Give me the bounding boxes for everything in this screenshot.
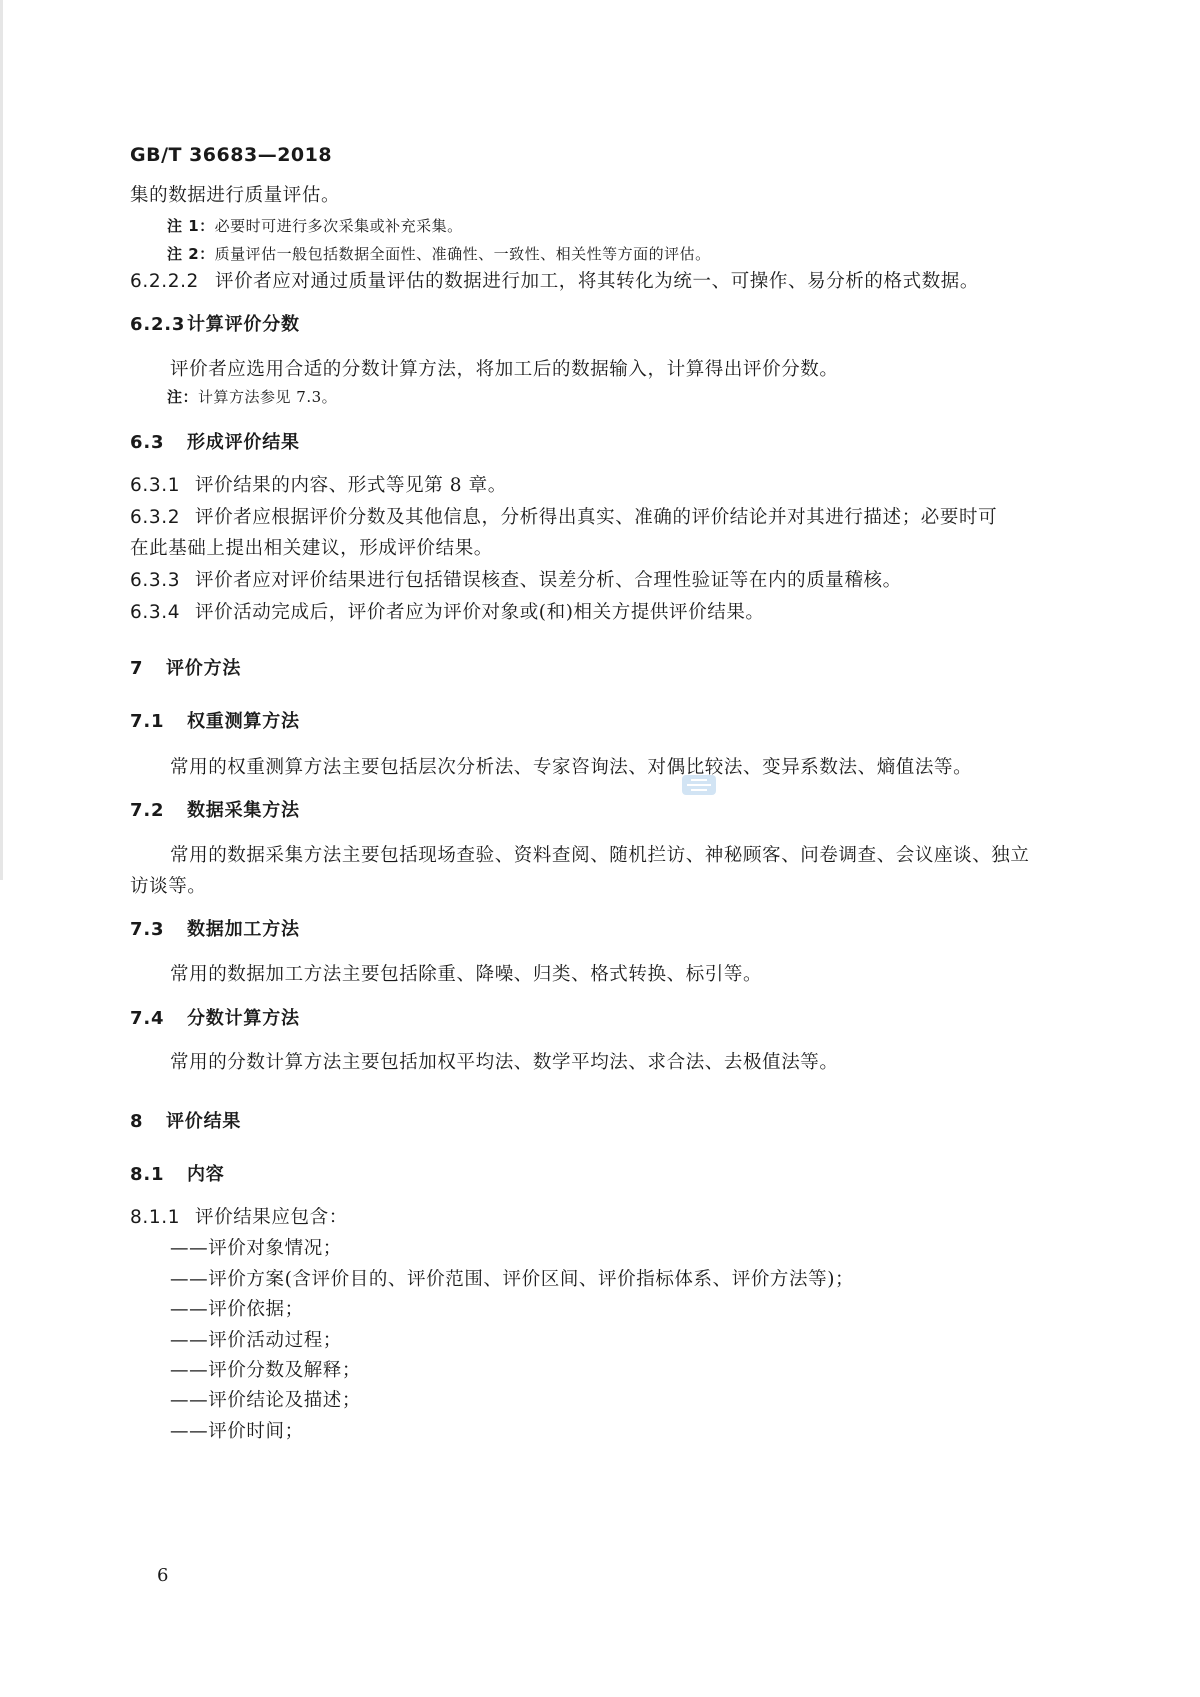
heading-title: 数据加工方法 bbox=[187, 919, 300, 940]
clause-8-1-1 bbox=[130, 1205, 348, 1231]
note-label: 注 1： bbox=[167, 217, 215, 235]
heading-number: 7.3 bbox=[130, 919, 165, 940]
heading-7 bbox=[130, 656, 241, 682]
list-item: ——评价活动过程； bbox=[170, 1330, 342, 1351]
paragraph-6-2-3: 评价者应选用合适的分数计算方法，将加工后的数据输入，计算得出评价分数。 bbox=[170, 359, 839, 380]
clause-text: 评价者应根据评价分数及其他信息，分析得出真实、准确的评价结论并对其进行描述；必要时可 bbox=[195, 507, 998, 528]
clause-text: 评价结果的内容、形式等见第 8 章。 bbox=[195, 475, 507, 496]
heading-title: 评价结果 bbox=[166, 1111, 242, 1132]
clause-number: 6.3.4 bbox=[130, 602, 181, 623]
paragraph-7-4: 常用的分数计算方法主要包括加权平均法、数学平均法、求合法、去极值法等。 bbox=[170, 1052, 839, 1073]
paragraph-7-1: 常用的权重测算方法主要包括层次分析法、专家咨询法、对偶比较法、变异系数法、熵值法等。 bbox=[170, 757, 973, 778]
paragraph-7-2: 常用的数据采集方法主要包括现场查验、资料查阅、随机拦访、神秘顾客、问卷调查、会议座谈、独立 bbox=[170, 845, 1030, 866]
heading-title: 分数计算方法 bbox=[187, 1008, 300, 1029]
clause-6-3-2-continuation: 在此基础上提出相关建议，形成评价结果。 bbox=[130, 538, 493, 559]
list-item: ——评价分数及解释； bbox=[170, 1360, 362, 1381]
list-item: ——评价结论及描述； bbox=[170, 1390, 362, 1411]
heading-number: 8.1 bbox=[130, 1164, 165, 1185]
note-label: 注 2： bbox=[167, 245, 215, 263]
heading-number: 6.3 bbox=[130, 432, 165, 453]
note-1 bbox=[167, 215, 463, 237]
clause-6-2-2-2 bbox=[130, 269, 979, 295]
clause-number: 6.3.2 bbox=[130, 507, 181, 528]
heading-number: 8 bbox=[130, 1111, 144, 1132]
page-number: 6 bbox=[157, 1565, 169, 1586]
heading-title: 形成评价结果 bbox=[187, 432, 300, 453]
scan-edge bbox=[0, 0, 3, 880]
paragraph-7-2-continuation: 访谈等。 bbox=[130, 876, 207, 897]
note-2 bbox=[167, 243, 711, 265]
heading-8-1 bbox=[130, 1162, 225, 1188]
heading-7-4 bbox=[130, 1006, 300, 1032]
heading-title: 权重测算方法 bbox=[187, 711, 300, 732]
heading-6-2-3 bbox=[130, 312, 300, 338]
heading-title: 评价方法 bbox=[166, 658, 242, 679]
note-text: 质量评估一般包括数据全面性、准确性、一致性、相关性等方面的评估。 bbox=[214, 245, 711, 263]
clause-text: 评价者应对通过质量评估的数据进行加工，将其转化为统一、可操作、易分析的格式数据。 bbox=[215, 271, 980, 292]
clause-text: 评价者应对评价结果进行包括错误核查、误差分析、合理性验证等在内的质量稽核。 bbox=[195, 570, 902, 591]
heading-title: 内容 bbox=[187, 1164, 225, 1185]
clause-number: 8.1.1 bbox=[130, 1207, 181, 1228]
heading-7-3 bbox=[130, 917, 300, 943]
clause-number: 6.2.2.2 bbox=[130, 271, 199, 292]
heading-6-3 bbox=[130, 430, 300, 456]
note-text: 计算方法参见 7.3。 bbox=[198, 388, 338, 406]
clause-6-3-2 bbox=[130, 505, 997, 531]
standard-code: GB/T 36683—2018 bbox=[130, 144, 333, 166]
clause-number: 6.3.1 bbox=[130, 475, 181, 496]
clause-6-3-1 bbox=[130, 473, 507, 499]
heading-number: 7.1 bbox=[130, 711, 165, 732]
heading-title: 数据采集方法 bbox=[187, 800, 300, 821]
clause-6-3-3 bbox=[130, 568, 902, 594]
clause-text: 评价活动完成后，评价者应为评价对象或(和)相关方提供评价结果。 bbox=[195, 602, 765, 623]
clause-6-3-4 bbox=[130, 600, 765, 626]
heading-number: 6.2.3 bbox=[130, 314, 186, 335]
heading-8 bbox=[130, 1109, 241, 1135]
list-item: ——评价方案(含评价目的、评价范围、评价区间、评价指标体系、评价方法等)； bbox=[170, 1269, 855, 1290]
heading-number: 7.2 bbox=[130, 800, 165, 821]
clause-number: 6.3.3 bbox=[130, 570, 181, 591]
heading-title: 计算评价分数 bbox=[187, 314, 300, 335]
note-label: 注： bbox=[167, 388, 199, 406]
paragraph-7-3: 常用的数据加工方法主要包括除重、降噪、归类、格式转换、标引等。 bbox=[170, 964, 763, 985]
heading-number: 7.4 bbox=[130, 1008, 165, 1029]
list-item: ——评价对象情况； bbox=[170, 1238, 342, 1259]
heading-7-1 bbox=[130, 709, 300, 735]
heading-number: 7 bbox=[130, 658, 144, 679]
clause-text: 评价结果应包含： bbox=[195, 1207, 348, 1228]
note-3 bbox=[167, 386, 337, 408]
paragraph-continuation: 集的数据进行质量评估。 bbox=[130, 185, 341, 206]
list-item: ——评价时间； bbox=[170, 1421, 304, 1442]
list-item: ——评价依据； bbox=[170, 1299, 304, 1320]
heading-7-2 bbox=[130, 798, 300, 824]
note-text: 必要时可进行多次采集或补充采集。 bbox=[214, 217, 463, 235]
